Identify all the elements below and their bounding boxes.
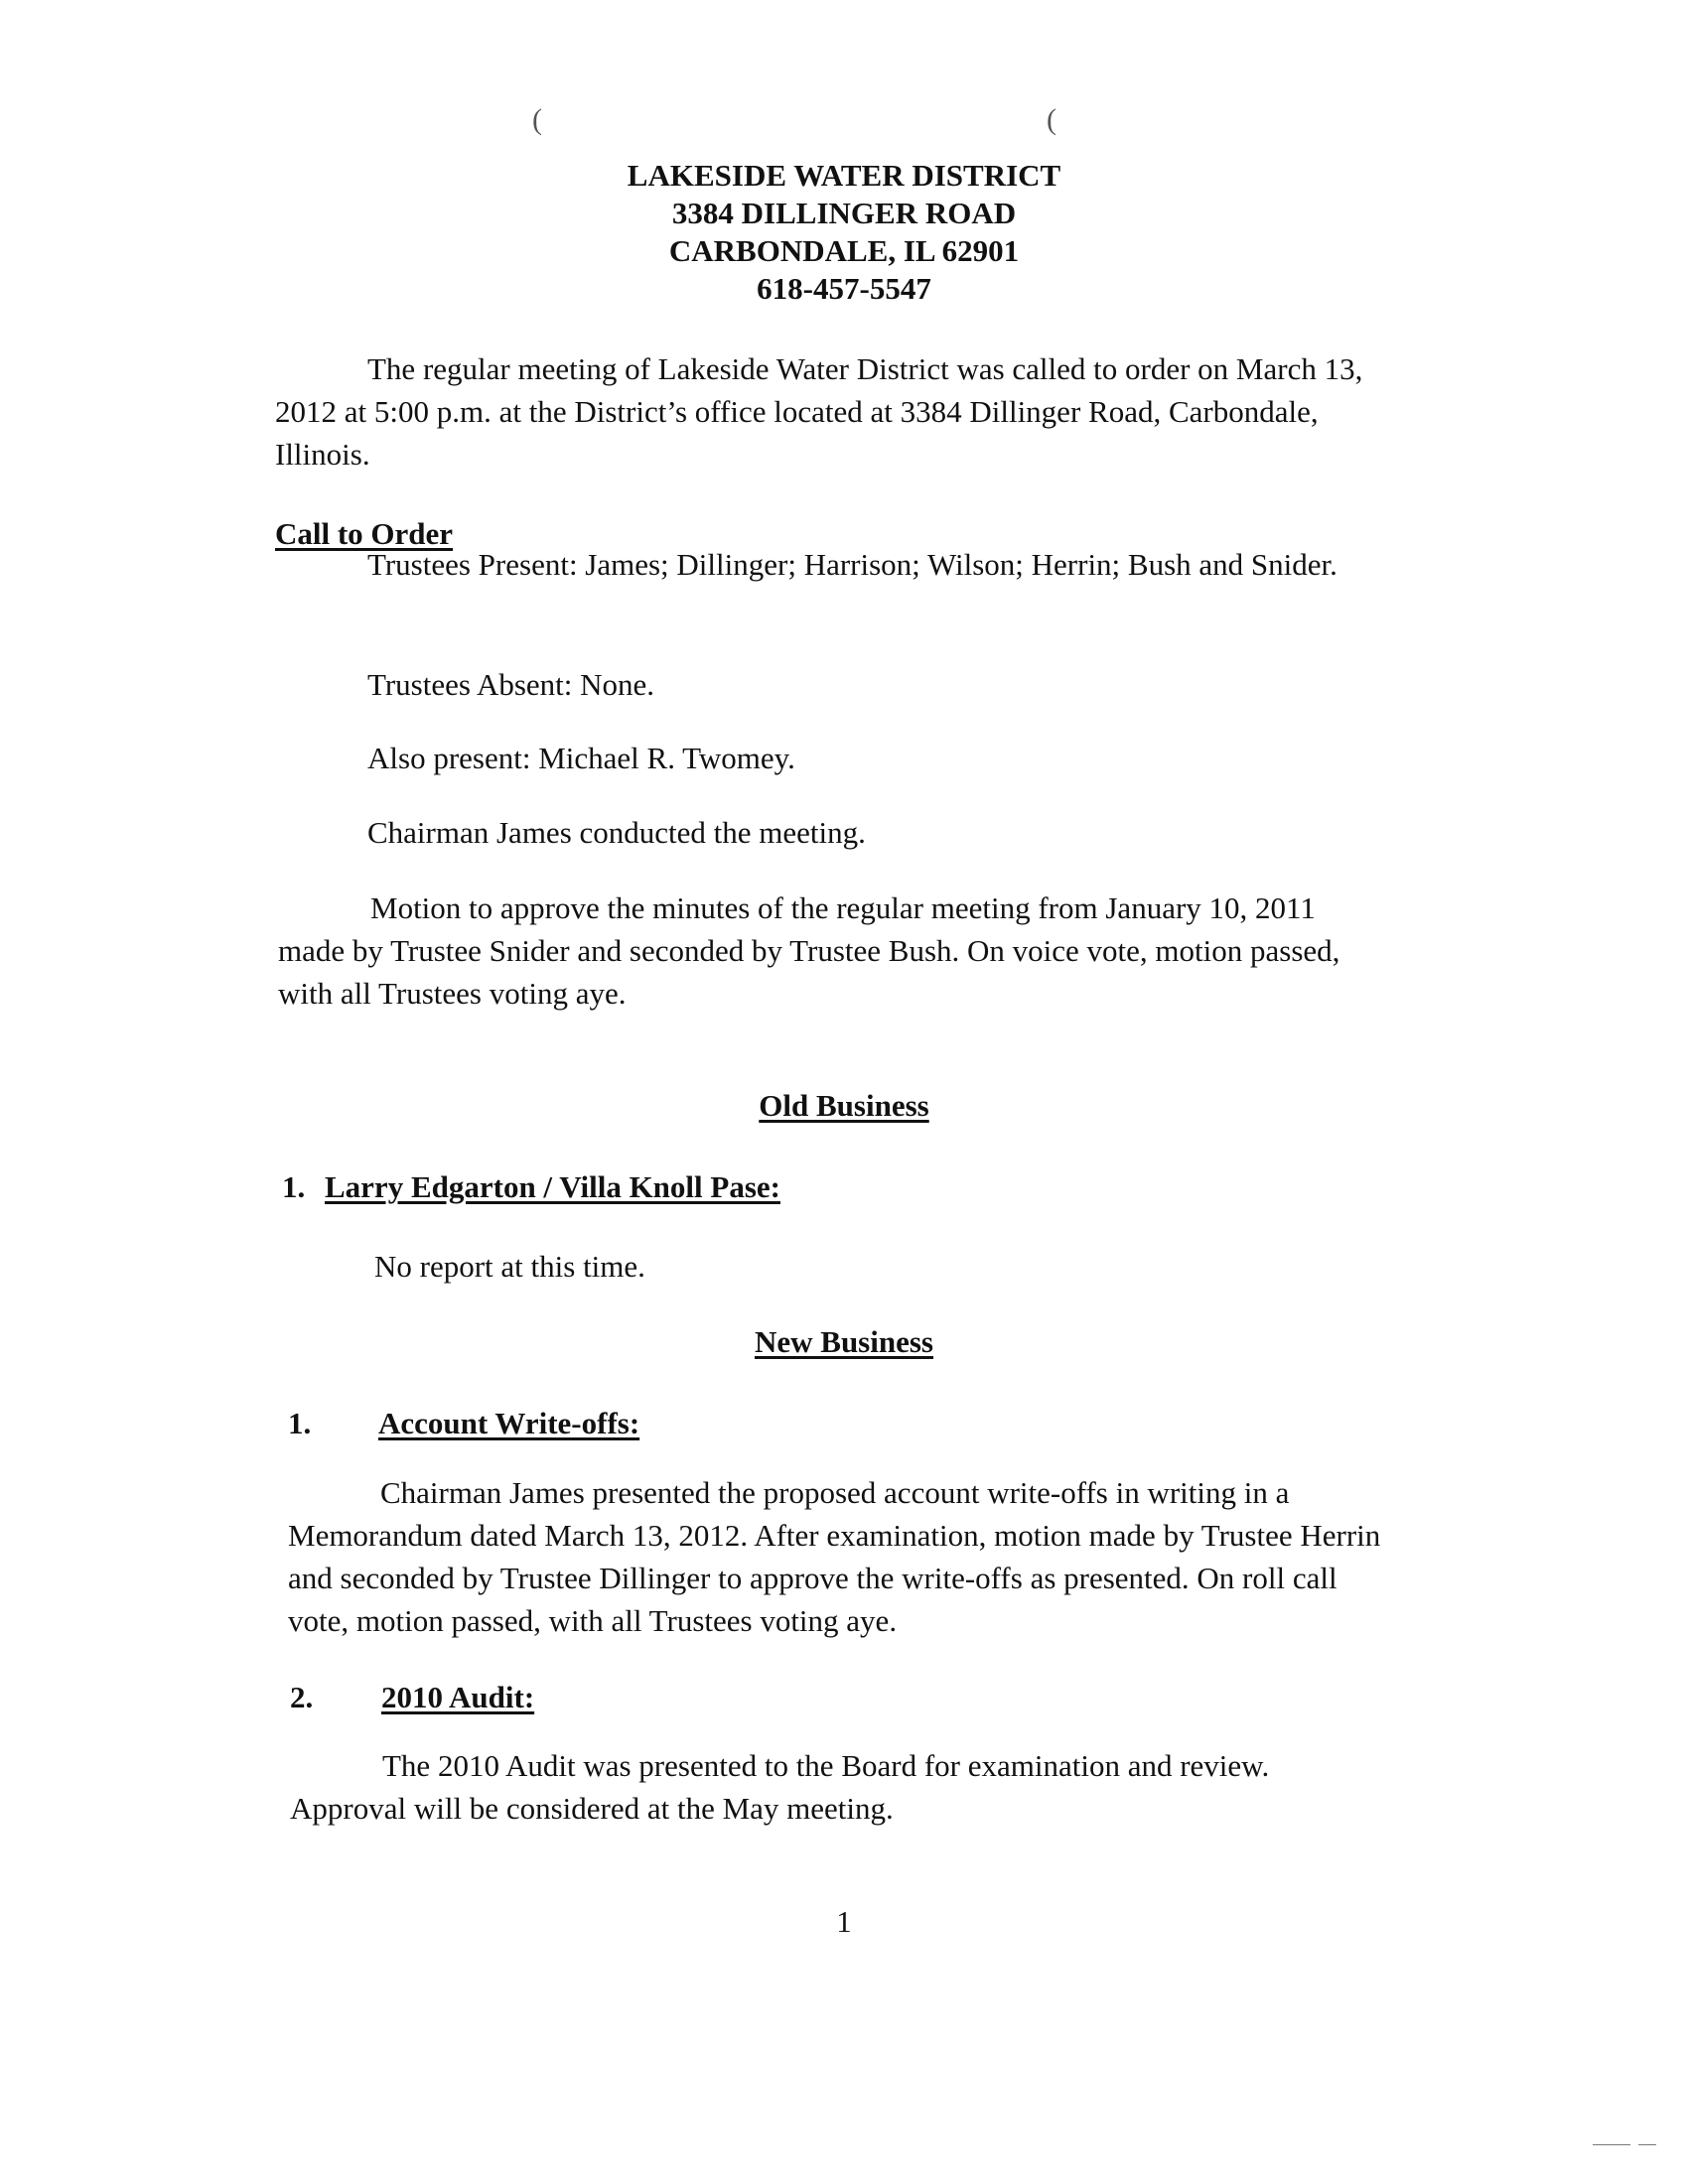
item-number: 1. bbox=[288, 1406, 312, 1440]
letterhead bbox=[0, 157, 1688, 308]
item-title: Larry Edgarton / Villa Knoll Pase: bbox=[325, 1169, 780, 1204]
scan-mark-left: ( bbox=[532, 103, 542, 136]
call-to-order-title: Call to Order bbox=[275, 516, 454, 551]
scan-mark-right: ( bbox=[1047, 103, 1056, 136]
org-name: LAKESIDE WATER DISTRICT bbox=[627, 158, 1061, 193]
scan-artifact-line bbox=[1593, 2144, 1630, 2145]
page-number: 1 bbox=[836, 1904, 852, 1939]
item-number: 1. bbox=[282, 1169, 306, 1204]
also-present: Also present: Michael R. Twomey. bbox=[367, 741, 795, 775]
chairman-conducted: Chairman James conducted the meeting. bbox=[367, 815, 866, 850]
new-business-heading bbox=[0, 1322, 1688, 1362]
item-title: 2010 Audit: bbox=[381, 1680, 535, 1714]
new-business-item-1-body: Chairman James presented the proposed account write-offs in writing in a Memorandum dated March 13, 2012. After examination, motion made by Trustee Herrin and seconded by Trustee Dillinger to approve the write-offs as presented. On roll call vote, motion passed, with all Trustees voting aye. bbox=[288, 1475, 1381, 1638]
new-business-item-2-body: The 2010 Audit was presented to the Board for examination and review. Approval will be considered at the May meeting. bbox=[290, 1748, 1270, 1826]
old-business-item-1-body: No report at this time. bbox=[374, 1249, 645, 1284]
item-number: 2. bbox=[290, 1680, 314, 1714]
trustees-absent: Trustees Absent: None. bbox=[367, 667, 655, 702]
old-business-heading bbox=[0, 1086, 1688, 1126]
org-city: CARBONDALE, IL 62901 bbox=[668, 233, 1020, 268]
item-title: Account Write-offs: bbox=[378, 1406, 640, 1440]
org-street: 3384 DILLINGER ROAD bbox=[671, 196, 1017, 230]
minutes-motion: Motion to approve the minutes of the regular meeting from January 10, 2011 made by Trustee Snider and seconded by Trustee Bush. On voice vote, motion passed, with all Trustees voting aye. bbox=[278, 890, 1340, 1011]
new-business-item-2 bbox=[290, 1678, 534, 1717]
old-business-title: Old Business bbox=[759, 1088, 929, 1123]
intro-paragraph: The regular meeting of Lakeside Water District was called to order on March 13, 2012 at 5:00 p.m. at the District’s office located at 3384 Dillinger Road, Carbondale, Illinois. bbox=[275, 351, 1363, 472]
trustees-present: Trustees Present: James; Dillinger; Harrison; Wilson; Herrin; Bush and Snider. bbox=[367, 547, 1337, 582]
org-phone: 618-457-5547 bbox=[757, 271, 931, 306]
scan-artifact-line bbox=[1638, 2144, 1656, 2145]
new-business-title: New Business bbox=[754, 1324, 933, 1359]
new-business-item-1 bbox=[288, 1404, 639, 1443]
old-business-item-1 bbox=[282, 1167, 780, 1207]
